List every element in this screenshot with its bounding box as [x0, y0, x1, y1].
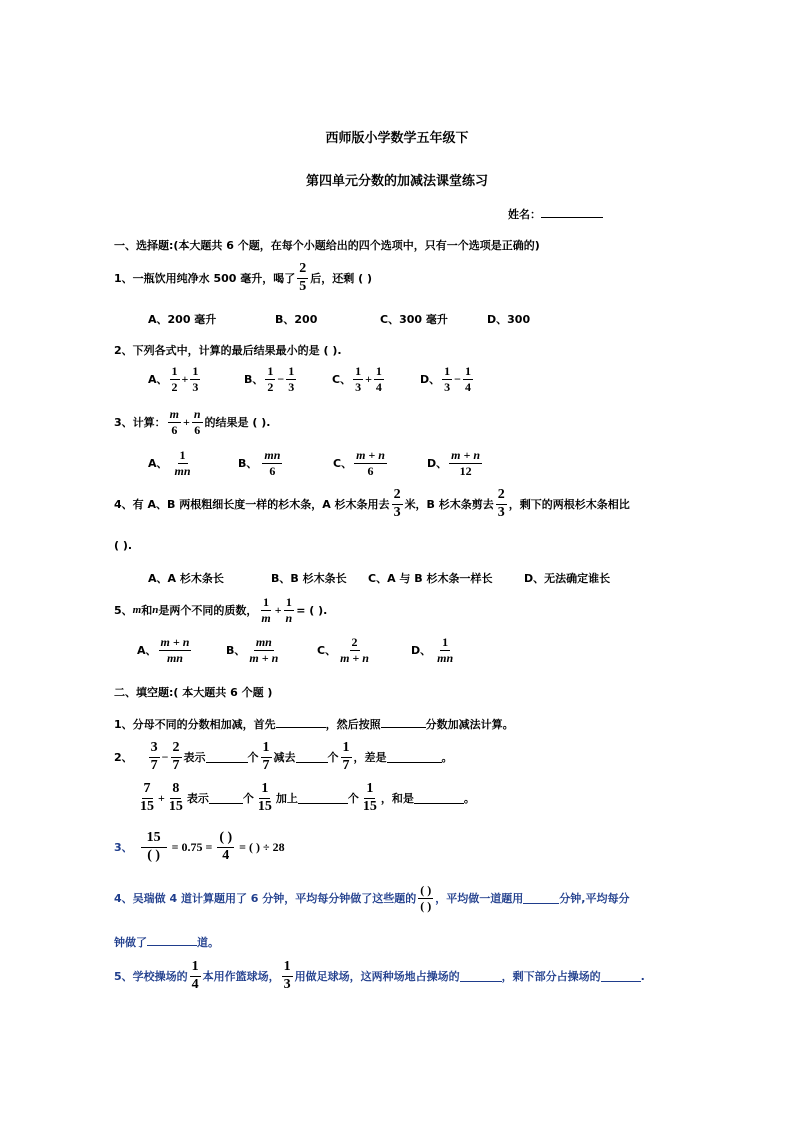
- numerator: mn: [255, 635, 272, 649]
- denominator: 6: [194, 422, 201, 437]
- numerator: 1: [375, 364, 382, 378]
- section-1-heading: 一、选择题:(本大题共 6 个题，在每个小题给出的四个选项中，只有一个选项是正确的): [114, 239, 540, 252]
- q1-3-option-a[interactable]: [148, 449, 198, 477]
- fraction: [259, 449, 285, 477]
- question-2-4-line-2: [114, 934, 219, 950]
- operator: −: [277, 371, 285, 386]
- question-1-5: [114, 596, 327, 624]
- denominator: 4: [191, 976, 199, 992]
- question-1-3: [114, 408, 270, 436]
- option-letter: B、: [226, 644, 246, 658]
- page-title: 西师版小学数学五年级下: [325, 131, 469, 146]
- fraction: [190, 960, 201, 992]
- denominator: 3: [444, 379, 451, 394]
- denominator-blank[interactable]: ( ): [420, 898, 432, 913]
- q2-2-text: 个: [327, 751, 339, 765]
- q1-4-text-b: 米，B 杉木条剪去: [404, 498, 494, 512]
- q1-1-option-d[interactable]: D、300: [487, 313, 531, 326]
- q1-1-text-a: 1、一瓶饮用纯净水 500 毫升，喝了: [114, 272, 296, 286]
- q2-4-text-c: 分钟,平均每分: [559, 892, 630, 906]
- numerator: 1: [261, 741, 272, 758]
- numerator-blank[interactable]: ( ): [420, 883, 432, 897]
- q2-2-text: ，差是: [353, 751, 387, 765]
- q2-2-text: 表示: [186, 792, 209, 806]
- fraction: [259, 596, 272, 624]
- q1-4-text-a: 4、有 A、B 两根粗细长度一样的杉木条，A 杉木条用去: [114, 498, 390, 512]
- q1-5-text-b: 是两个不同的质数，: [158, 604, 258, 618]
- q2-2-text: 个: [242, 792, 254, 806]
- q2-2-text: 。: [441, 751, 453, 765]
- fraction: [338, 636, 371, 664]
- answer-blank[interactable]: [387, 751, 442, 763]
- q1-3-option-d[interactable]: [427, 449, 484, 477]
- fraction: [217, 831, 234, 863]
- denominator: m + n: [340, 650, 369, 665]
- fraction: [170, 365, 180, 393]
- q1-1-option-b[interactable]: B、200: [275, 313, 318, 326]
- option-letter: C、: [317, 644, 337, 658]
- q1-5-text-c: = ( ).: [296, 603, 328, 617]
- fraction: [159, 636, 192, 664]
- fraction: [256, 782, 274, 814]
- option-letter: A、: [137, 644, 157, 658]
- page-subtitle: 第四单元分数的加减法课堂练习: [305, 174, 488, 189]
- answer-blank[interactable]: [381, 716, 426, 728]
- fraction: [141, 831, 167, 863]
- q1-4-answer-paren: ( ).: [114, 539, 133, 552]
- numerator: 1: [282, 960, 293, 977]
- numerator: 1: [364, 782, 375, 799]
- fraction: [297, 262, 308, 294]
- q2-1-text-c: 分数加减法计算。: [425, 718, 514, 731]
- q2-1-text-b: ，然后按照: [325, 718, 381, 731]
- fraction: [167, 782, 185, 814]
- numerator: 1: [171, 364, 178, 378]
- denominator: 3: [283, 976, 291, 992]
- fraction: [442, 365, 452, 393]
- fraction: [449, 449, 482, 477]
- q1-3-option-c[interactable]: [333, 449, 389, 477]
- numerator: 1: [259, 782, 270, 799]
- answer-blank[interactable]: [296, 751, 328, 763]
- operator: +: [274, 602, 282, 617]
- variable-m: m: [132, 604, 142, 617]
- fraction: [496, 488, 507, 520]
- option-letter: C、: [333, 457, 353, 471]
- option-letter: B、: [244, 373, 264, 387]
- denominator: 6: [171, 422, 178, 437]
- fraction: [138, 782, 156, 814]
- operator: +: [181, 371, 189, 386]
- equation-text: = ( ) ÷ 28: [239, 839, 285, 854]
- denominator: m: [261, 610, 271, 625]
- numerator: 1: [267, 364, 274, 378]
- q2-2-text: ，和是: [380, 792, 414, 806]
- denominator: 5: [299, 278, 307, 294]
- denominator: 4: [464, 379, 471, 394]
- operator: +: [365, 371, 372, 386]
- numerator: 2: [496, 488, 507, 505]
- numerator: 1: [190, 960, 201, 977]
- option-letter: A、: [148, 373, 168, 387]
- numerator-blank[interactable]: ( ): [217, 831, 234, 848]
- q2-4-text-b: ，平均做一道题用: [435, 892, 524, 906]
- numerator: 15: [141, 831, 167, 848]
- q1-4-option-b[interactable]: B、B 杉木条长: [271, 572, 347, 585]
- fraction: [192, 408, 203, 436]
- q2-5-text-b: 本用作篮球场，: [202, 970, 280, 984]
- numerator: 1: [442, 635, 449, 649]
- denominator: 15: [362, 798, 377, 814]
- operator: +: [183, 414, 190, 429]
- question-2-2-line-2: [136, 782, 475, 814]
- denominator: 15: [257, 798, 272, 814]
- denominator: mn: [437, 650, 454, 665]
- denominator-blank[interactable]: ( ): [147, 847, 161, 863]
- operator: −: [454, 371, 461, 386]
- question-2-3: [114, 831, 285, 863]
- option-letter: D、: [420, 373, 441, 387]
- operator: +: [158, 790, 165, 805]
- q1-4-option-d[interactable]: D、无法确定谁长: [524, 572, 611, 585]
- numerator: 3: [149, 741, 160, 758]
- answer-blank[interactable]: [414, 792, 464, 804]
- q2-5-text-d: ，剩下部分占操场的: [501, 970, 601, 984]
- fraction: [247, 636, 280, 664]
- name-label: 姓名：: [508, 208, 541, 221]
- q1-3-text-b: 的结果是 ( ).: [204, 416, 271, 430]
- denominator: 15: [168, 798, 183, 814]
- denominator: 4: [375, 379, 382, 394]
- fraction: [265, 365, 275, 393]
- question-2-2-line-1: [114, 741, 453, 773]
- answer-blank[interactable]: [523, 892, 559, 904]
- q1-2-option-d[interactable]: [420, 365, 475, 393]
- numerator: 1: [192, 364, 199, 378]
- denominator: 3: [288, 379, 295, 394]
- numerator: mn: [264, 448, 281, 462]
- denominator: m + n: [249, 650, 279, 665]
- numerator: n: [193, 407, 201, 421]
- denominator: mn: [166, 650, 183, 665]
- numerator: 2: [297, 262, 308, 279]
- question-2-1: [114, 716, 514, 732]
- equation-text: = 0.75 =: [171, 839, 213, 854]
- denominator: 7: [262, 757, 270, 773]
- section-2-heading: 二、填空题:( 本大题共 6 个题 ): [114, 686, 273, 699]
- q2-2-text: 个: [347, 792, 359, 806]
- numerator: 2: [171, 741, 182, 758]
- q1-1-text-b: 后，还剩 ( ): [310, 272, 372, 286]
- denominator: 15: [140, 798, 154, 814]
- question-2-5: [114, 960, 645, 992]
- q1-4-text-c: ，剩下的两根杉木条相比: [508, 498, 630, 512]
- option-letter: D、: [427, 457, 448, 471]
- fraction: [341, 741, 352, 773]
- q1-4-option-c[interactable]: C、A 与 B 杉木条一样长: [368, 572, 493, 585]
- question-2-4: [114, 884, 629, 912]
- answer-blank[interactable]: [276, 716, 326, 728]
- fraction: [286, 365, 296, 393]
- numerator: 8: [170, 782, 181, 799]
- q1-1-option-c[interactable]: C、300 毫升: [380, 313, 448, 326]
- fraction: [149, 741, 160, 773]
- numerator: 1: [285, 595, 292, 609]
- numerator: 1: [464, 364, 471, 378]
- q2-2-text: 个: [247, 751, 259, 765]
- fraction: [282, 960, 293, 992]
- variable-n: n: [152, 604, 159, 617]
- denominator: 6: [269, 463, 276, 478]
- question-1-4: [114, 488, 630, 520]
- question-1-1: [114, 262, 372, 294]
- denominator: 3: [192, 379, 199, 394]
- answer-blank[interactable]: [147, 934, 197, 946]
- fraction: [392, 488, 403, 520]
- answer-blank[interactable]: [298, 792, 348, 804]
- q2-3-number: 3、: [114, 841, 133, 855]
- q2-2-text: 表示: [183, 751, 206, 765]
- option-letter: A、: [148, 457, 168, 471]
- numerator: 1: [179, 448, 186, 462]
- q1-5-and: 和: [141, 604, 153, 618]
- q1-3-option-b[interactable]: [238, 449, 287, 477]
- q2-5-text-e: .: [640, 969, 645, 983]
- q2-2-text: 。: [463, 792, 475, 806]
- question-1-2: 2、下列各式中，计算的最后结果最小的是 ( ).: [114, 344, 342, 357]
- fraction: [353, 365, 363, 393]
- denominator: 7: [172, 757, 180, 773]
- denominator: 3: [355, 379, 362, 394]
- numerator: 2: [351, 635, 358, 649]
- answer-blank[interactable]: [460, 970, 502, 982]
- denominator: 2: [171, 379, 178, 394]
- numerator: m + n: [160, 635, 190, 649]
- fraction: [463, 365, 473, 393]
- numerator: 1: [263, 595, 270, 609]
- answer-blank[interactable]: [206, 751, 248, 763]
- q1-3-text-a: 3、计算：: [114, 416, 166, 430]
- denominator: 3: [393, 504, 401, 520]
- option-letter: B、: [238, 457, 258, 471]
- name-blank[interactable]: [541, 206, 603, 218]
- q2-2-text: 减去: [273, 751, 296, 765]
- q2-4-text-d: 钟做了: [114, 936, 147, 949]
- fraction: [284, 596, 295, 624]
- answer-blank[interactable]: [601, 970, 641, 982]
- numerator: m: [169, 407, 179, 421]
- fraction: [171, 741, 182, 773]
- fraction: [261, 741, 272, 773]
- name-field[interactable]: [508, 206, 603, 222]
- numerator: 1: [288, 364, 295, 378]
- numerator: 2: [392, 488, 403, 505]
- denominator: 4: [222, 847, 230, 863]
- operator: −: [161, 749, 169, 764]
- numerator: 1: [355, 364, 362, 378]
- option-letter: C、: [332, 373, 352, 387]
- option-letter: D、: [411, 644, 432, 658]
- fraction: [418, 884, 433, 912]
- fraction: [168, 408, 181, 436]
- q1-2-option-a[interactable]: [148, 365, 202, 393]
- denominator: 7: [150, 757, 158, 773]
- q1-5-option-d[interactable]: [411, 636, 459, 664]
- q1-5-text-a: 5、: [114, 604, 133, 618]
- numerator: 7: [142, 782, 153, 799]
- q1-4-option-a[interactable]: A、A 杉木条长: [148, 572, 224, 585]
- fraction: [354, 449, 387, 477]
- fraction: [170, 449, 196, 477]
- denominator: 2: [267, 379, 274, 394]
- denominator: 6: [367, 463, 374, 478]
- denominator: 12: [459, 463, 472, 478]
- numerator: 1: [444, 364, 451, 378]
- q2-2-text: 加上: [275, 792, 298, 806]
- q2-2-number: 2、: [114, 751, 133, 765]
- fraction: [433, 636, 457, 664]
- fraction: [190, 365, 200, 393]
- numerator: m + n: [356, 448, 385, 462]
- q1-1-option-a[interactable]: A、200 毫升: [148, 313, 217, 326]
- q1-5-option-b[interactable]: [226, 636, 282, 664]
- fraction: [361, 782, 379, 814]
- q2-1-text-a: 1、分母不同的分数相加减，首先: [114, 718, 276, 731]
- denominator: 7: [342, 757, 350, 773]
- q1-2-option-c[interactable]: [332, 365, 386, 393]
- q2-5-text-c: 用做足球场，这两种场地占操场的: [294, 970, 460, 984]
- numerator: m + n: [451, 448, 480, 462]
- fraction: [374, 365, 384, 393]
- denominator: mn: [174, 463, 191, 478]
- q1-5-option-c[interactable]: [317, 636, 373, 664]
- numerator: 1: [341, 741, 352, 758]
- denominator: n: [285, 610, 293, 625]
- answer-blank[interactable]: [209, 792, 243, 804]
- q1-2-option-b[interactable]: [244, 365, 298, 393]
- q1-5-option-a[interactable]: [137, 636, 193, 664]
- q2-4-text-e: 道。: [197, 936, 219, 949]
- q2-4-text-a: 4、吴瑞做 4 道计算题用了 6 分钟，平均每分钟做了这些题的: [114, 892, 417, 906]
- q2-5-text-a: 5、学校操场的: [114, 970, 188, 984]
- denominator: 3: [497, 504, 505, 520]
